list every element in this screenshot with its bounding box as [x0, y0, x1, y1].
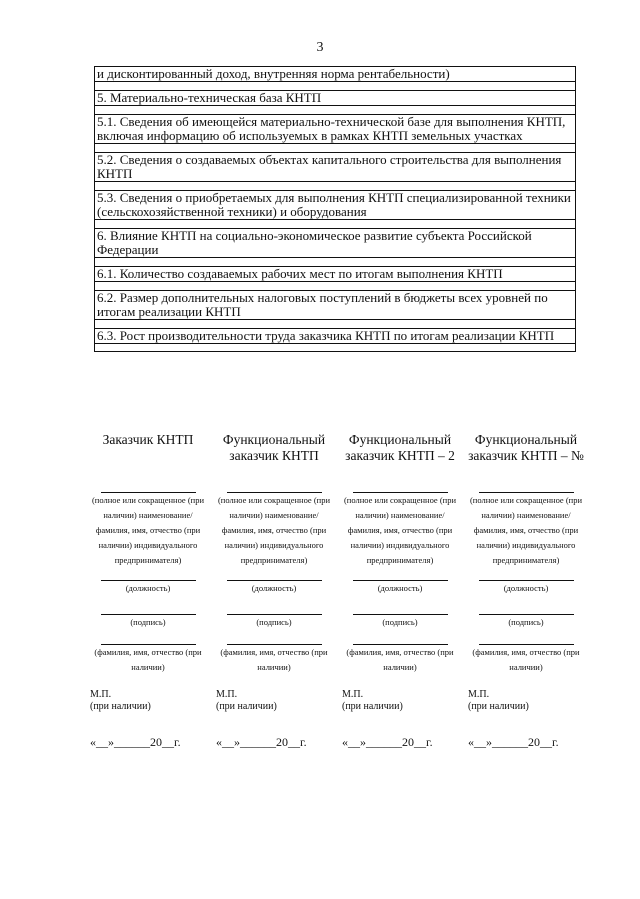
name-caption: (полное или сокращенное (при наличии) наименование/ фамилия, имя, отчество (при наличии) индивидуального предпринимателя)	[217, 495, 331, 565]
stamp-label: М.П.	[468, 689, 490, 700]
signatory-column	[214, 432, 334, 750]
stamp-note: (при наличии)	[90, 701, 151, 712]
fio-caption: (фамилия, имя, отчество (при наличии)	[94, 647, 202, 672]
name-caption: (полное или сокращенное (при наличии) наименование/ фамилия, имя, отчество (при наличии) индивидуального предпринимателя)	[91, 495, 205, 565]
sections-table	[94, 66, 576, 352]
date-field: «__»______20__г.	[468, 735, 559, 749]
table-row: 6.1. Количество создаваемых рабочих мест по итогам выполнения КНТП	[94, 266, 576, 281]
name-caption: (полное или сокращенное (при наличии) наименование/ фамилия, имя, отчество (при наличии) индивидуального предпринимателя)	[469, 495, 583, 565]
date-field: «__»______20__г.	[90, 735, 181, 749]
signatory-column	[466, 432, 586, 750]
table-row: и дисконтированный доход, внутренняя норма рентабельности)	[94, 66, 576, 81]
signatory-title: Функциональный заказчик КНТП – 2	[345, 432, 455, 463]
table-row-empty	[94, 343, 576, 352]
table-row-empty	[94, 181, 576, 190]
signatory-column	[340, 432, 460, 750]
page-number: 3	[316, 40, 324, 55]
stamp-label: М.П.	[216, 689, 238, 700]
stamp-note: (при наличии)	[468, 701, 529, 712]
signatory-title: Функциональный заказчик КНТП	[222, 432, 326, 463]
table-row: 5.1. Сведения об имеющейся материально-технической базе для выполнения КНТП, включая информацию об используемых в рамках КНТП земельных участках	[94, 114, 576, 143]
signatory-title: Функциональный заказчик КНТП – №	[468, 432, 584, 463]
date-field: «__»______20__г.	[216, 735, 307, 749]
signature-caption: (подпись)	[256, 617, 292, 627]
signatory-column	[88, 432, 208, 750]
table-row-empty	[94, 257, 576, 266]
fio-caption: (фамилия, имя, отчество (при наличии)	[472, 647, 580, 672]
table-row-empty	[94, 281, 576, 290]
table-row: 6. Влияние КНТП на социально-экономическое развитие субъекта Российской Федерации	[94, 228, 576, 257]
position-caption: (должность)	[125, 583, 171, 593]
stamp-label: М.П.	[342, 689, 364, 700]
table-row-empty	[94, 105, 576, 114]
stamp-note: (при наличии)	[216, 701, 277, 712]
stamp-label: М.П.	[90, 689, 112, 700]
signature-caption: (подпись)	[508, 617, 544, 627]
table-row-empty	[94, 219, 576, 228]
fio-caption: (фамилия, имя, отчество (при наличии)	[346, 647, 454, 672]
stamp-note: (при наличии)	[342, 701, 403, 712]
fio-caption: (фамилия, имя, отчество (при наличии)	[220, 647, 328, 672]
signatory-title: Заказчик КНТП	[102, 432, 194, 447]
signature-caption: (подпись)	[382, 617, 418, 627]
table-row: 5.3. Сведения о приобретаемых для выполнения КНТП специализированной техники (сельскохозяйственной техники) и оборудования	[94, 190, 576, 219]
table-row: 6.3. Рост производительности труда заказчика КНТП по итогам реализации КНТП	[94, 328, 576, 343]
signature-caption: (подпись)	[130, 617, 166, 627]
position-caption: (должность)	[503, 583, 549, 593]
table-row-empty	[94, 143, 576, 152]
position-caption: (должность)	[377, 583, 423, 593]
table-row: 6.2. Размер дополнительных налоговых поступлений в бюджеты всех уровней по итогам реализации КНТП	[94, 290, 576, 319]
table-row: 5. Материально-техническая база КНТП	[94, 90, 576, 105]
table-row: 5.2. Сведения о создаваемых объектах капитального строительства для выполнения КНТП	[94, 152, 576, 181]
position-caption: (должность)	[251, 583, 297, 593]
date-field: «__»______20__г.	[342, 735, 433, 749]
table-row-empty	[94, 319, 576, 328]
table-row-empty	[94, 81, 576, 90]
name-caption: (полное или сокращенное (при наличии) наименование/ фамилия, имя, отчество (при наличии) индивидуального предпринимателя)	[343, 495, 457, 565]
